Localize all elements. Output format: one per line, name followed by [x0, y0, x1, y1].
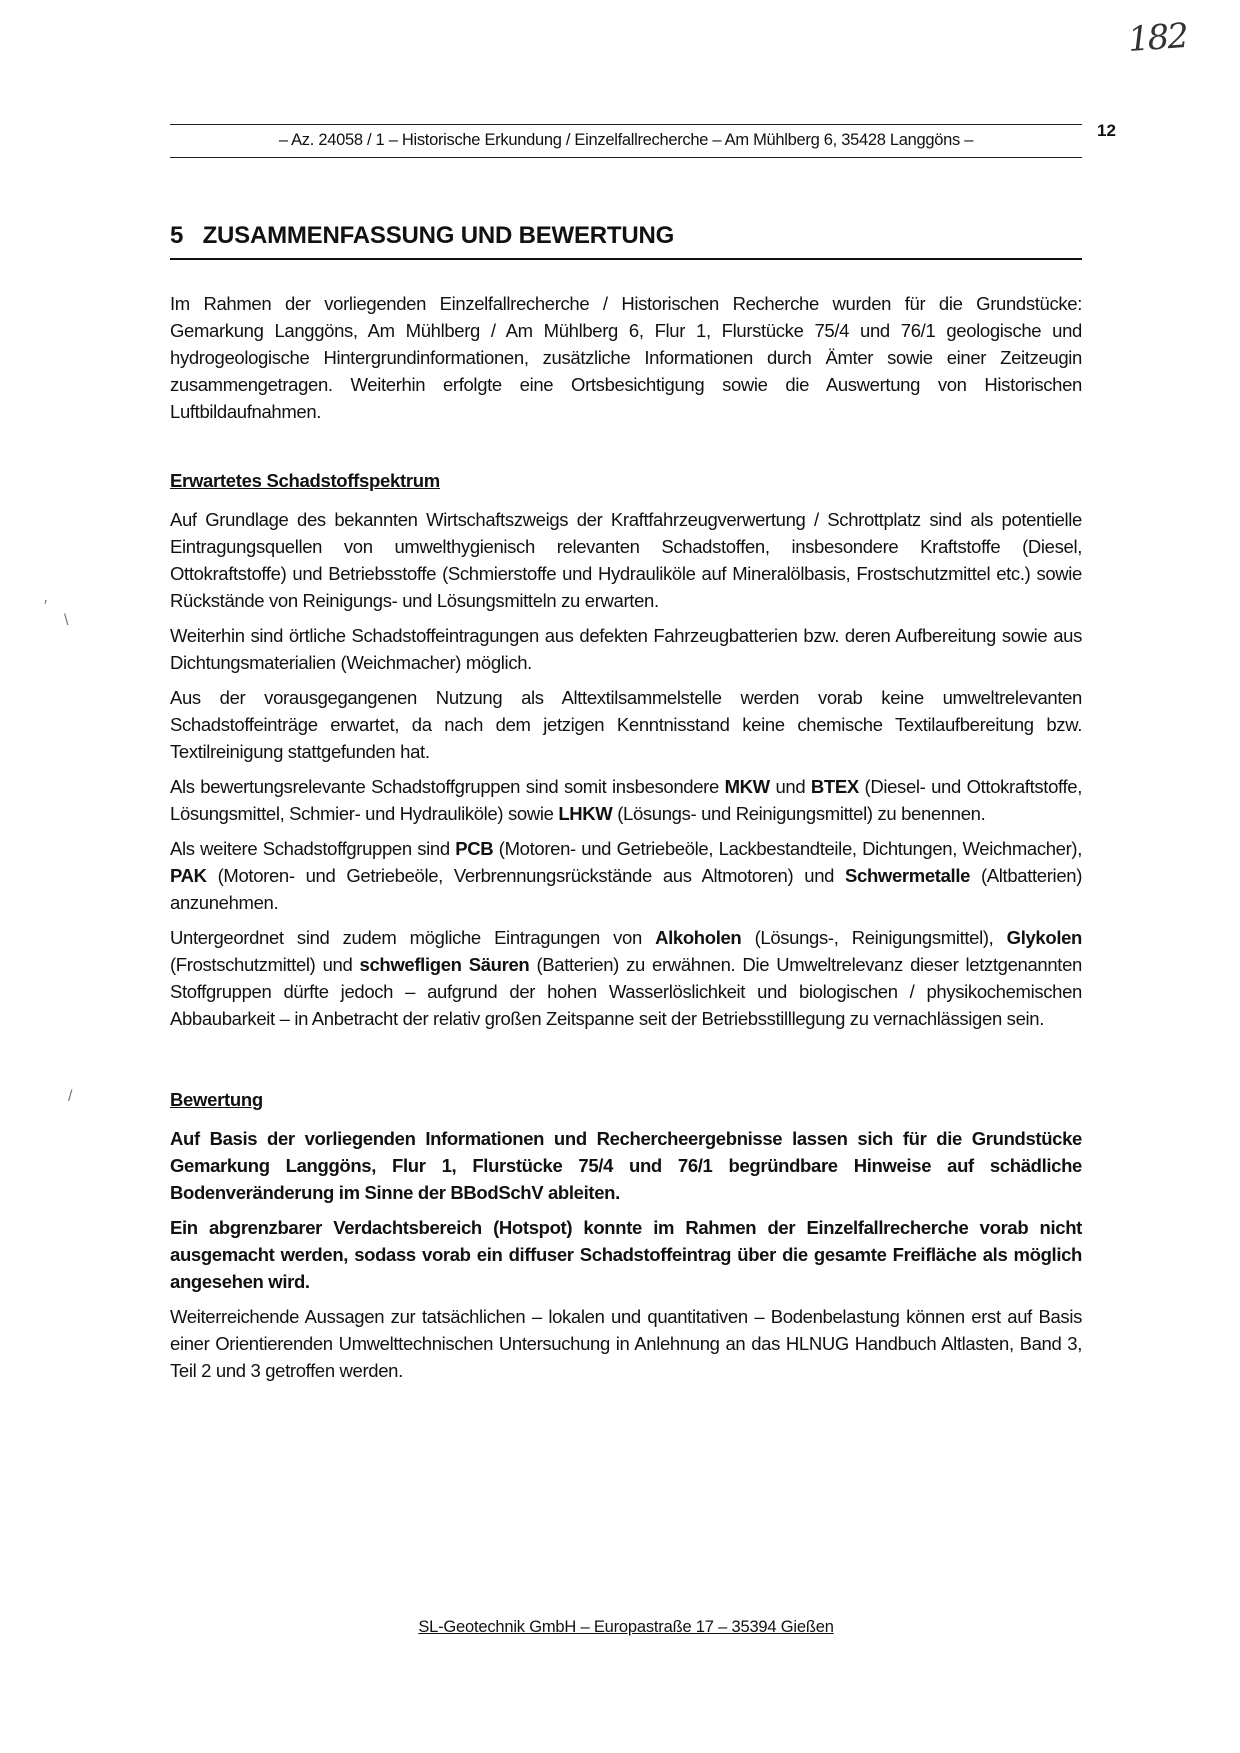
- spectrum-paragraph-4: Als bewertungsrelevante Schadstoffgruppen sind somit insbesondere MKW und BTEX (Diesel- und Ottokraftstoffe, Lösungsmittel, Schmier- und Hydrauliköle) sowie LHKW (Lösungs- und Reinigungsmittel) zu benennen.: [170, 776, 1082, 824]
- term-mkw: MKW: [724, 776, 770, 797]
- spectrum-heading: Erwartetes Schadstoffspektrum: [170, 470, 440, 491]
- term-schwermetalle: Schwermetalle: [845, 865, 971, 886]
- handwritten-page-annotation: 182: [1126, 15, 1189, 61]
- term-glykole: Glykolen: [1006, 927, 1082, 948]
- section-title-text: ZUSAMMENFASSUNG UND BEWERTUNG: [202, 222, 675, 249]
- term-alkohole: Alkoholen: [655, 927, 742, 948]
- term-btex: BTEX: [810, 776, 859, 797]
- intro-paragraph: Im Rahmen der vorliegenden Einzelfallrecherche / Historischen Recherche wurden für die Grundstücke: Gemarkung Langgöns, Am Mühlberg / Am Mühlberg 6, Flur 1, Flurstücke 75/4 und 76/1 geologische und hydrogeologische Hintergrundinformationen, zusätzliche Informationen durch Ämter sowie einer Zeitzeugin zusammengetragen. Weiterhin erfolgte eine Ortsbesichtigung sowie die Auswertung von Historischen Luftbildaufnahmen.: [170, 293, 1082, 422]
- page-number: 12: [1097, 121, 1116, 140]
- assessment-paragraph-2: Ein abgrenzbarer Verdachtsbereich (Hotspot) konnte im Rahmen der Einzelfallrecherche vorab nicht ausgemacht werden, sodass vorab ein diffuser Schadstoffeintrag über die gesamte Freifläche als möglich angesehen wird.: [170, 1217, 1082, 1292]
- section-title: [170, 222, 674, 250]
- assessment-paragraph-3: Weiterreichende Aussagen zur tatsächlichen – lokalen und quantitativen – Bodenbelastung können erst auf Basis einer Orientierenden Umwelttechnischen Untersuchung in Anlehnung an das HLNUG Handbuch Altlasten, Band 3, Teil 2 und 3 getroffen werden.: [170, 1306, 1082, 1381]
- document-body: [170, 290, 1082, 1392]
- section-number: 5: [170, 222, 184, 249]
- spectrum-paragraph-3: Aus der vorausgegangenen Nutzung als Alttextilsammelstelle werden vorab keine umweltrelevanten Schadstoffeinträge erwartet, da nach dem jetzigen Kenntnisstand keine chemische Textilaufbereitung bzw. Textilreinigung stattgefunden hat.: [170, 687, 1082, 762]
- assessment-paragraph-1: Auf Basis der vorliegenden Informationen und Rechercheergebnisse lassen sich für die Grundstücke Gemarkung Langgöns, Flur 1, Flurstücke 75/4 und 76/1 begründbare Hinweise auf schädliche Bodenveränderung im Sinne der BBodSchV ableiten.: [170, 1128, 1082, 1203]
- spectrum-paragraph-6: Untergeordnet sind zudem mögliche Eintragungen von Alkoholen (Lösungs-, Reinigungsmittel), Glykolen (Frostschutzmittel) und schwefligen Säuren (Batterien) zu erwähnen. Die Umweltrelevanz dieser letztgenannten Stoffgruppen dürfte jedoch – aufgrund der hohen Wasserlöslichkeit und biologischen / physikochemischen Abbaubarkeit – in Anbetracht der relativ großen Zeitspanne seit der Betriebsstilllegung zu vernachlässigen sein.: [170, 927, 1082, 1029]
- term-pcb: PCB: [455, 838, 494, 859]
- header-top-rule: [170, 124, 1082, 125]
- section-title-rule: [170, 258, 1082, 260]
- page-footer: SL-Geotechnik GmbH – Europastraße 17 – 35394 Gießen: [418, 1618, 834, 1636]
- term-pak: PAK: [170, 865, 207, 886]
- assessment-heading: Bewertung: [170, 1089, 263, 1110]
- scan-speck: \: [64, 612, 69, 629]
- running-header: – Az. 24058 / 1 – Historische Erkundung / Einzelfallrecherche – Am Mühlberg 6, 35428 Langgöns –: [278, 131, 974, 149]
- scan-speck: /: [68, 1088, 73, 1105]
- term-lhkw: LHKW: [558, 803, 613, 824]
- spectrum-paragraph-2: Weiterhin sind örtliche Schadstoffeintragungen aus defekten Fahrzeugbatterien bzw. deren Aufbereitung sowie aus Dichtungsmaterialien (Weichmacher) möglich.: [170, 625, 1082, 673]
- scan-speck: ′: [44, 598, 47, 615]
- spectrum-paragraph-5: Als weitere Schadstoffgruppen sind PCB (Motoren- und Getriebeöle, Lackbestandteile, Dichtungen, Weichmacher), PAK (Motoren- und Getriebeöle, Verbrennungsrückstände aus Altmotoren) und Schwermetalle (Altbatterien) anzunehmen.: [170, 838, 1083, 913]
- spectrum-paragraph-1: Auf Grundlage des bekannten Wirtschaftszweigs der Kraftfahrzeugverwertung / Schrottplatz sind als potentielle Eintragungsquellen von umwelthygienisch relevanten Schadstoffen, insbesondere Kraftstoffe (Diesel, Ottokraftstoffe) und Betriebsstoffe (Schmierstoffe und Hydrauliköle auf Mineralölbasis, Frostschutzmittel etc.) sowie Rückstände von Reinigungs- und Lösungsmitteln zu erwarten.: [170, 509, 1082, 611]
- term-schweflige-saeuren: schwefligen Säuren: [359, 954, 530, 975]
- header-bottom-rule: [170, 157, 1082, 158]
